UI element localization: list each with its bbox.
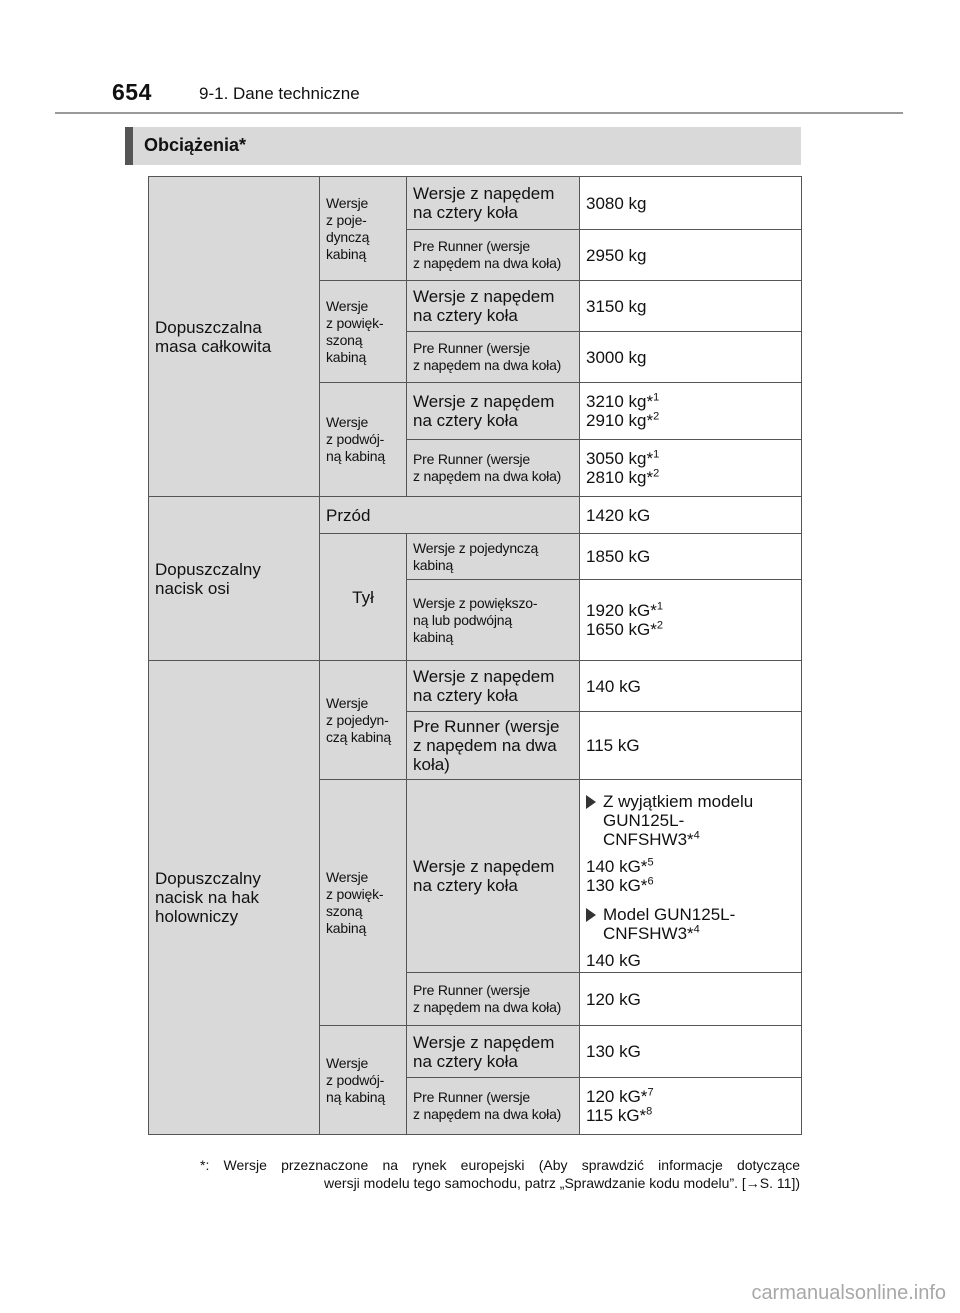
hook-double-cab-label: Wersje z podwój- ną kabiną: [320, 1026, 407, 1135]
rear-axle-label: Tył: [320, 534, 407, 661]
pre-runner-label: Pre Runner (wersje z napędem na dwa koła): [407, 230, 580, 281]
header-divider: [55, 112, 903, 114]
load-spec-table: [148, 176, 802, 1135]
four-wd-label: Wersje z napędem na cztery koła: [407, 780, 580, 973]
section-marker: [125, 127, 133, 165]
gross-mass-double-4wd: 3210 kg*$^1$ 2910 kg*$^2$: [580, 383, 802, 440]
gross-mass-single-4wd: 3080 kg: [580, 177, 802, 230]
page-ref-arrow-icon: →: [745, 1175, 760, 1191]
table-row: [149, 497, 802, 534]
watermark: carmanualsonline.info: [751, 1282, 946, 1304]
four-wd-label: Wersje z napędem na cztery koła: [407, 1026, 580, 1078]
page-header: [0, 0, 960, 120]
table-row: [149, 177, 802, 230]
hook-extended-cab-label: Wersje z powięk- szoną kabiną: [320, 780, 407, 1026]
pre-runner-label: Pre Runner (wersje z napędem na dwa koła): [407, 712, 580, 780]
hook-ext-value-2: 140 kG: [586, 951, 641, 970]
axle-ext-double-label: Wersje z powiększo- ną lub podwójną kabiną: [407, 580, 580, 661]
bullet-item: Z wyjątkiem modelu GUN125L- CNFSHW3*$^4$: [586, 792, 795, 849]
single-cab-label: Wersje z poje- dynczą kabiną: [320, 177, 407, 281]
hook-extended-pr: 120 kG: [580, 973, 802, 1026]
pre-runner-label: Pre Runner (wersje z napędem na dwa koła): [407, 1078, 580, 1135]
gross-mass-extended-pr: 3000 kg: [580, 332, 802, 383]
bullet-triangle-icon: [586, 908, 596, 922]
bullet-triangle-icon: [586, 795, 596, 809]
extended-cab-label: Wersje z powięk- szoną kabiną: [320, 281, 407, 383]
four-wd-label: Wersje z napędem na cztery koła: [407, 383, 580, 440]
hook-single-4wd: 140 kG: [580, 661, 802, 712]
pre-runner-label: Pre Runner (wersje z napędem na dwa koła): [407, 332, 580, 383]
hook-load-label: Dopuszczalny nacisk na hak holowniczy: [149, 661, 320, 1135]
table-row: [149, 661, 802, 712]
gross-mass-single-pr: 2950 kg: [580, 230, 802, 281]
gross-mass-extended-4wd: 3150 kg: [580, 281, 802, 332]
hook-ext-values: 140 kG*$^5$ 130 kG*$^6$: [586, 856, 654, 895]
footnote: [200, 1156, 800, 1192]
gross-mass-double-pr: 3050 kg*$^1$ 2810 kg*$^2$: [580, 440, 802, 497]
page-number: 654: [112, 79, 152, 105]
axle-rear-ext-value: 1920 kG*$^1$ 1650 kG*$^2$: [580, 580, 802, 661]
axle-front-value: 1420 kG: [580, 497, 802, 534]
four-wd-label: Wersje z napędem na cztery koła: [407, 281, 580, 332]
hook-double-pr: 120 kG*$^7$ 115 kG*$^8$: [580, 1078, 802, 1135]
gross-mass-label: Dopuszczalna masa całkowita: [149, 177, 320, 497]
pre-runner-label: Pre Runner (wersje z napędem na dwa koła): [407, 973, 580, 1026]
section-title: Obciążenia*: [144, 135, 247, 155]
front-axle-label: Przód: [320, 497, 580, 534]
section-heading: [125, 127, 801, 165]
chapter-title: 9-1. Dane techniczne: [199, 84, 360, 103]
four-wd-label: Wersje z napędem na cztery koła: [407, 177, 580, 230]
axle-single-cab-label: Wersje z pojedynczą kabiną: [407, 534, 580, 580]
axle-rear-single-value: 1850 kG: [580, 534, 802, 580]
footnote-line-1: *: Wersje przeznaczone na rynek europejski (Aby sprawdzić informacje dotyczące: [200, 1157, 800, 1173]
footnote-line-2: wersji modelu tego samochodu, patrz „Sprawdzanie kodu modelu”. [→S. 11]): [324, 1175, 800, 1191]
hook-single-cab-label: Wersje z pojedyn- czą kabiną: [320, 661, 407, 780]
bullet-item: Model GUN125L- CNFSHW3*$^4$: [586, 905, 795, 943]
hook-extended-4wd: [580, 780, 802, 973]
double-cab-label: Wersje z podwój- ną kabiną: [320, 383, 407, 497]
axle-load-label: Dopuszczalny nacisk osi: [149, 497, 320, 661]
hook-double-4wd: 130 kG: [580, 1026, 802, 1078]
pre-runner-label: Pre Runner (wersje z napędem na dwa koła): [407, 440, 580, 497]
four-wd-label: Wersje z napędem na cztery koła: [407, 661, 580, 712]
hook-single-pr: 115 kG: [580, 712, 802, 780]
